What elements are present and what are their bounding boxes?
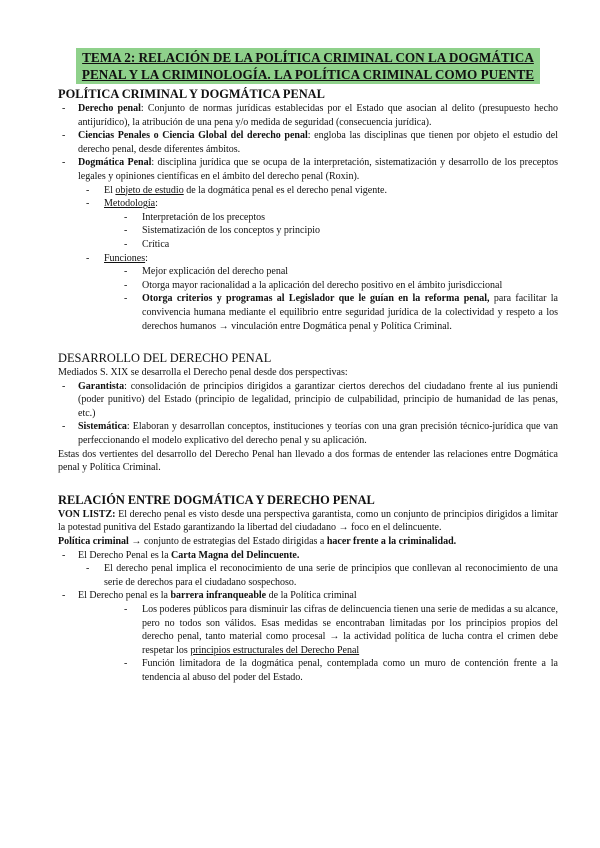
metodologia-label: Metodología bbox=[104, 198, 156, 210]
desarrollo-intro: Mediados S. XIX se desarrolla el Derecho penal desde dos perspectivas: bbox=[58, 367, 348, 379]
section-heading-desarrollo: DESARROLLO DEL DERECHO PENAL bbox=[58, 351, 272, 366]
list-item: - Interpretación de los preceptos bbox=[124, 211, 266, 223]
bullet-dash: - bbox=[62, 421, 66, 433]
bullet-dash: - bbox=[86, 563, 90, 575]
sub-funciones: - Funciones: bbox=[86, 252, 148, 264]
politica-criminal-def: Política criminal → conjunto de estrategias del Estado dirigidas a hacer frente a la criminalidad. bbox=[58, 536, 457, 548]
bullet-dash: - bbox=[86, 198, 90, 210]
bullet-carta-magna: - El Derecho Penal es la Carta Magna del Delincuente. bbox=[58, 549, 558, 563]
bullet-sistematica: - Sistemática: Elaboran y desarrollan conceptos, instituciones y teorías con una gran precisión técnico-jurídica que van perfeccionando el modelo explicativo del derecho penal y su aplicación. bbox=[58, 420, 558, 447]
term-dogmatica-penal: Dogmática Penal bbox=[78, 157, 152, 169]
list-item: - Otorga criterios y programas al Legislador que le guían en la reforma penal, para facilitar la convivencia humana mediante el equilibrio entre seguridad jurídica de la colectividad y respeto a los derechos humanos → vinculación entre Dogmática penal y Política Criminal. bbox=[124, 293, 558, 332]
list-item: - Crítica bbox=[124, 238, 170, 250]
def-ciencias-penales: : engloba las disciplinas que tienen por objeto el estudio del derecho penal, desde diferentes ámbitos. bbox=[78, 130, 558, 155]
bullet-dash: - bbox=[62, 590, 66, 602]
bullet-ciencias-penales bbox=[58, 129, 558, 156]
bullet-garantista: - Garantista: consolidación de principios dirigidos a garantizar ciertos derechos del ciudadano frente al ius puniendi (poder punitivo) del Estado (principio de legalidad, principio de culpabilidad, principio de humanidad de las penas, etc.) bbox=[58, 380, 558, 421]
term-garantista: Garantista bbox=[78, 380, 125, 392]
sub-objeto-estudio: - El objeto de estudio de la dogmática penal es el derecho penal vigente. bbox=[86, 184, 387, 196]
von-listz-paragraph: VON LISTZ: El derecho penal es visto desde una perspectiva garantista, como un conjunto de principios dirigidos a limitar la potestad punitiva del Estado garantizando la libertad del ciudadano → foco en el delincuente. bbox=[58, 508, 558, 534]
bullet-dash: - bbox=[62, 380, 66, 392]
section-heading-relacion: RELACIÓN ENTRE DOGMÁTICA Y DERECHO PENAL bbox=[58, 492, 375, 507]
bullet-dash: - bbox=[124, 658, 128, 670]
bullet-dash: - bbox=[62, 103, 66, 114]
sub-carta-magna: - El derecho penal implica el reconocimiento de una serie de principios que conllevan al reconocimiento de una serie de derechos para el ciudadano sospechoso. bbox=[86, 563, 558, 588]
title-line-1: TEMA 2: RELACIÓN DE LA POLÍTICA CRIMINAL CON LA DOGMÁTICA bbox=[82, 50, 534, 65]
bullet-dash: - bbox=[124, 604, 128, 615]
sub-funcion-limitadora: - Función limitadora de la dogmática penal, contemplada como un muro de contención frente a la tendencia al abuso del poder del Estado. bbox=[124, 658, 558, 683]
objeto-estudio-label: objeto de estudio bbox=[115, 184, 184, 196]
bullet-dash: - bbox=[62, 549, 66, 561]
def-dogmatica-penal: : disciplina jurídica que se ocupa de la interpretación, sistematización y desarrollo de los preceptos legales y opiniones científicas en el ámbito del derecho penal (Roxin). bbox=[78, 157, 558, 182]
bullet-derecho-penal bbox=[58, 102, 558, 129]
bullet-dash: - bbox=[62, 157, 66, 169]
term-ciencias-penales: Ciencias Penales o Ciencia Global del derecho penal bbox=[78, 130, 308, 142]
document-title bbox=[76, 48, 540, 84]
list-item: - Otorga mayor racionalidad a la aplicación del derecho positivo en el ámbito jurisdiccional bbox=[124, 279, 503, 291]
funciones-label: Funciones bbox=[104, 252, 146, 264]
desarrollo-closing: Estas dos vertientes del desarrollo del Derecho Penal han llevado a dos formas de entender las relaciones entre Dogmática penal y Política Criminal. bbox=[58, 448, 558, 474]
bullet-barrera: - El Derecho penal es la barrera infranqueable de la Política criminal bbox=[58, 589, 558, 603]
list-item: - Sistematización de los conceptos y principio bbox=[124, 225, 321, 237]
document-page bbox=[58, 48, 558, 685]
bullet-dash: - bbox=[86, 252, 90, 264]
sub-metodologia: - Metodología: bbox=[86, 198, 158, 210]
bullet-dogmatica-penal bbox=[58, 156, 558, 183]
title-line-2: PENAL Y LA CRIMINOLOGÍA. LA POLÍTICA CRIMINAL COMO PUENTE bbox=[81, 67, 535, 82]
list-item: - Mejor explicación del derecho penal bbox=[124, 266, 289, 278]
bullet-dash: - bbox=[62, 130, 66, 142]
bullet-dash: - bbox=[86, 184, 90, 196]
def-derecho-penal: : Conjunto de normas jurídicas establecidas por el Estado que asocian al delito (presupuesto hecho antijurídico), la atribución de una pena y/o medida de seguridad (consecuencia jurídica). bbox=[78, 103, 559, 128]
term-sistematica: Sistemática bbox=[78, 421, 127, 433]
sub-poderes-publicos: - Los poderes públicos para disminuir las cifras de delincuencia tienen una serie de medidas a su alcance, pero no todos son válidos. Esas medidas se encontraban limitadas por los principios propios del derecho penal, tanto material como procesal → la actividad política de lucha contra el crimen debe respetar los principios estructurales del Derecho Penal bbox=[124, 604, 558, 656]
section-heading-politica-criminal: POLÍTICA CRIMINAL Y DOGMÁTICA PENAL bbox=[58, 87, 325, 101]
term-derecho-penal: Derecho penal bbox=[78, 103, 141, 114]
